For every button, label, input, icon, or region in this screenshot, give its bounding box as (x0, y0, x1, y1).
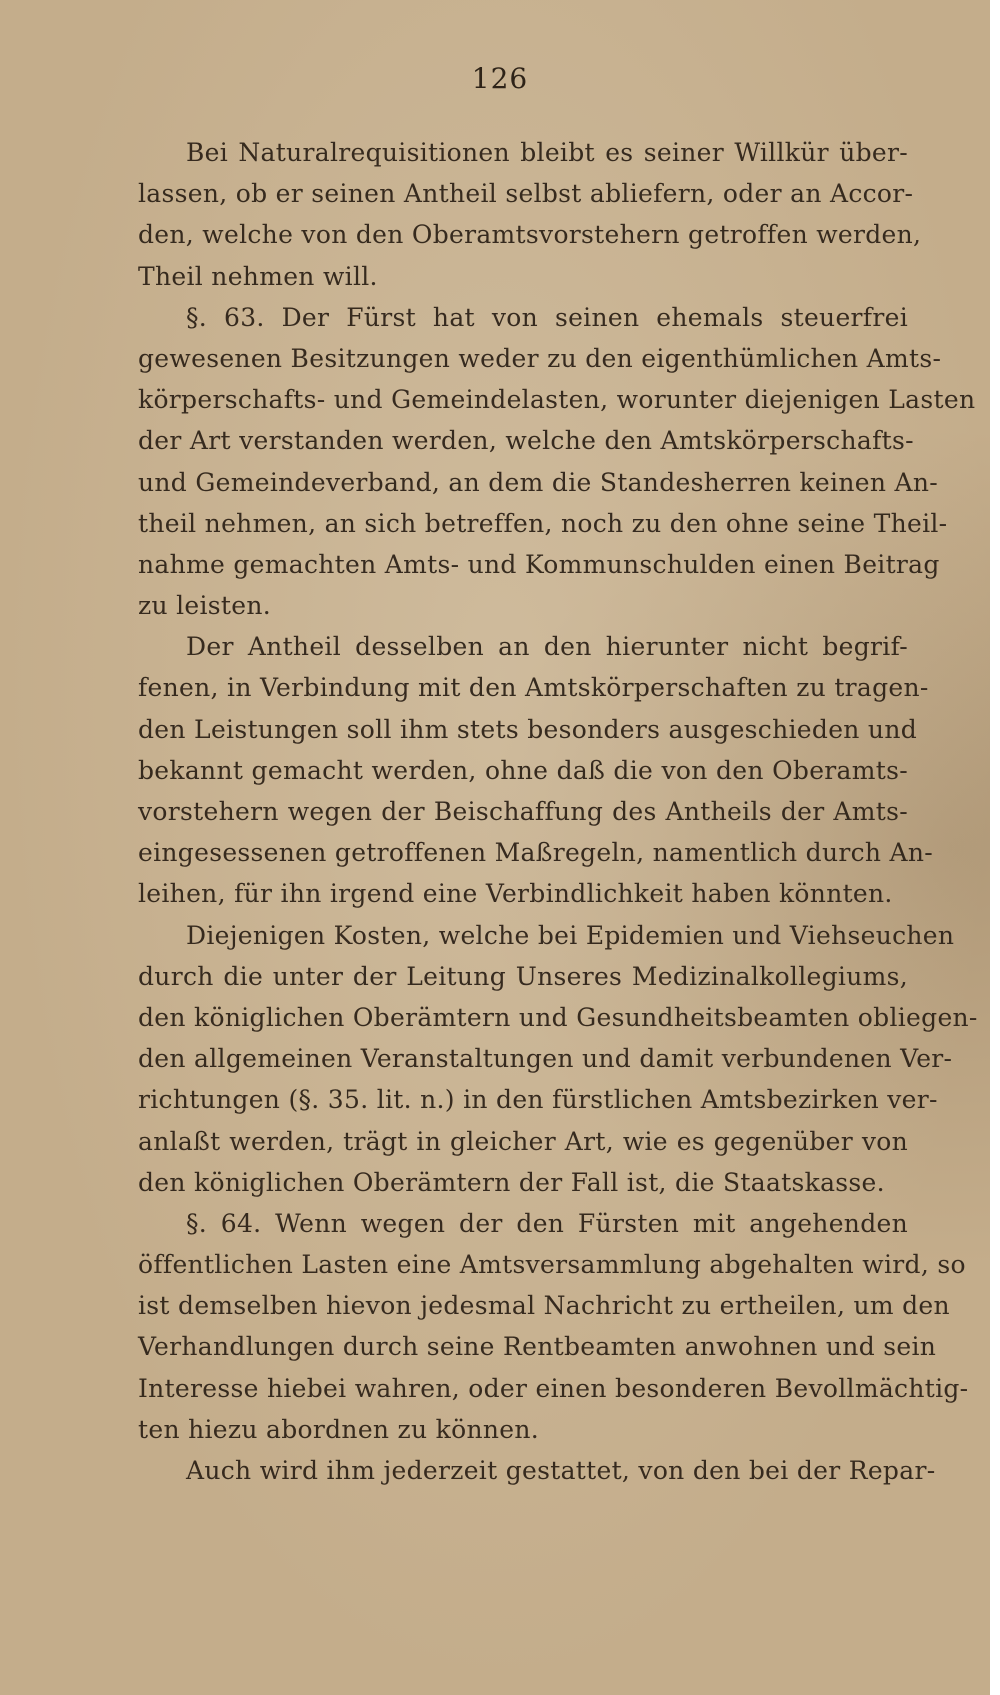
text-line: gewesenen Besitzungen weder zu den eigenthümlichen Amts- (138, 343, 942, 373)
text-line: Interesse hiebei wahren, oder einen besonderen Bevollmächtig- (138, 1373, 969, 1403)
text-line: den allgemeinen Veranstaltungen und damit verbundenen Ver- (138, 1044, 953, 1074)
text-line: Auch wird ihm jederzeit gestattet, von den bei der Repar- (186, 1456, 936, 1485)
text-line: lassen, ob er seinen Antheil selbst abliefern, oder an Accor- (138, 179, 914, 209)
text-line: und Gemeindeverband, an dem die Standesherren keinen An- (138, 467, 938, 497)
text-line: öffentlichen Lasten eine Amtsversammlung abgehalten wird, so (138, 1250, 966, 1280)
text-line: zu leisten. (138, 591, 272, 621)
text-line: Bei Naturalrequisitionen bleibt es seiner Willkür über- (186, 138, 908, 167)
text-line: den königlichen Oberämtern der Fall ist, die Staatskasse. (138, 1167, 885, 1197)
page-number: 126 (471, 62, 529, 95)
text-line: durch die unter der Leitung Unseres Medizinalkollegiums, (138, 961, 908, 991)
text-line: den, welche von den Oberamtsvorstehern getroffen werden, (138, 220, 922, 250)
text-line: den königlichen Oberämtern und Gesundheitsbeamten obliegen- (138, 1002, 978, 1032)
text-line: anlaßt werden, trägt in gleicher Art, wie es gegenüber von (138, 1126, 908, 1156)
text-line: fenen, in Verbindung mit den Amtskörperschaften zu tragen- (138, 673, 929, 703)
text-line: Verhandlungen durch seine Rentbeamten anwohnen und sein (138, 1332, 937, 1362)
text-line: Der Antheil desselben an den hierunter nicht begrif- (186, 632, 908, 662)
text-line: Theil nehmen will. (138, 261, 378, 291)
body-text (138, 132, 978, 1491)
text-line: bekannt gemacht werden, ohne daß die von den Oberamts- (138, 755, 908, 785)
text-line: den Leistungen soll ihm stets besonders ausgeschieden und (138, 714, 918, 744)
text-line: theil nehmen, an sich betreffen, noch zu den ohne seine Theil- (138, 508, 948, 538)
text-line: der Art verstanden werden, welche den Amtskörperschafts- (138, 426, 914, 456)
text-line: vorstehern wegen der Beischaffung des Antheils der Amts- (138, 797, 908, 826)
text-line: ist demselben hievon jedesmal Nachricht zu ertheilen, um den (138, 1291, 950, 1321)
text-line: Diejenigen Kosten, welche bei Epidemien und Viehseuchen (186, 920, 955, 950)
text-line: körperschafts- und Gemeindelasten, worunter diejenigen Lasten (138, 385, 976, 415)
text-line: §. 63. Der Fürst hat von seinen ehemals steuerfrei (186, 302, 908, 332)
text-line: richtungen (§. 35. lit. n.) in den fürstlichen Amtsbezirken ver- (138, 1085, 938, 1115)
text-line: nahme gemachten Amts- und Kommunschulden einen Beitrag (138, 549, 940, 579)
text-line: eingesessenen getroffenen Maßregeln, namentlich durch An- (138, 838, 934, 868)
text-line: leihen, für ihn irgend eine Verbindlichkeit haben könnten. (138, 879, 893, 909)
text-line: §. 64. Wenn wegen der den Fürsten mit angehenden (186, 1208, 908, 1238)
text-line: ten hiezu abordnen zu können. (138, 1414, 540, 1444)
page-margin (990, 0, 1000, 1695)
